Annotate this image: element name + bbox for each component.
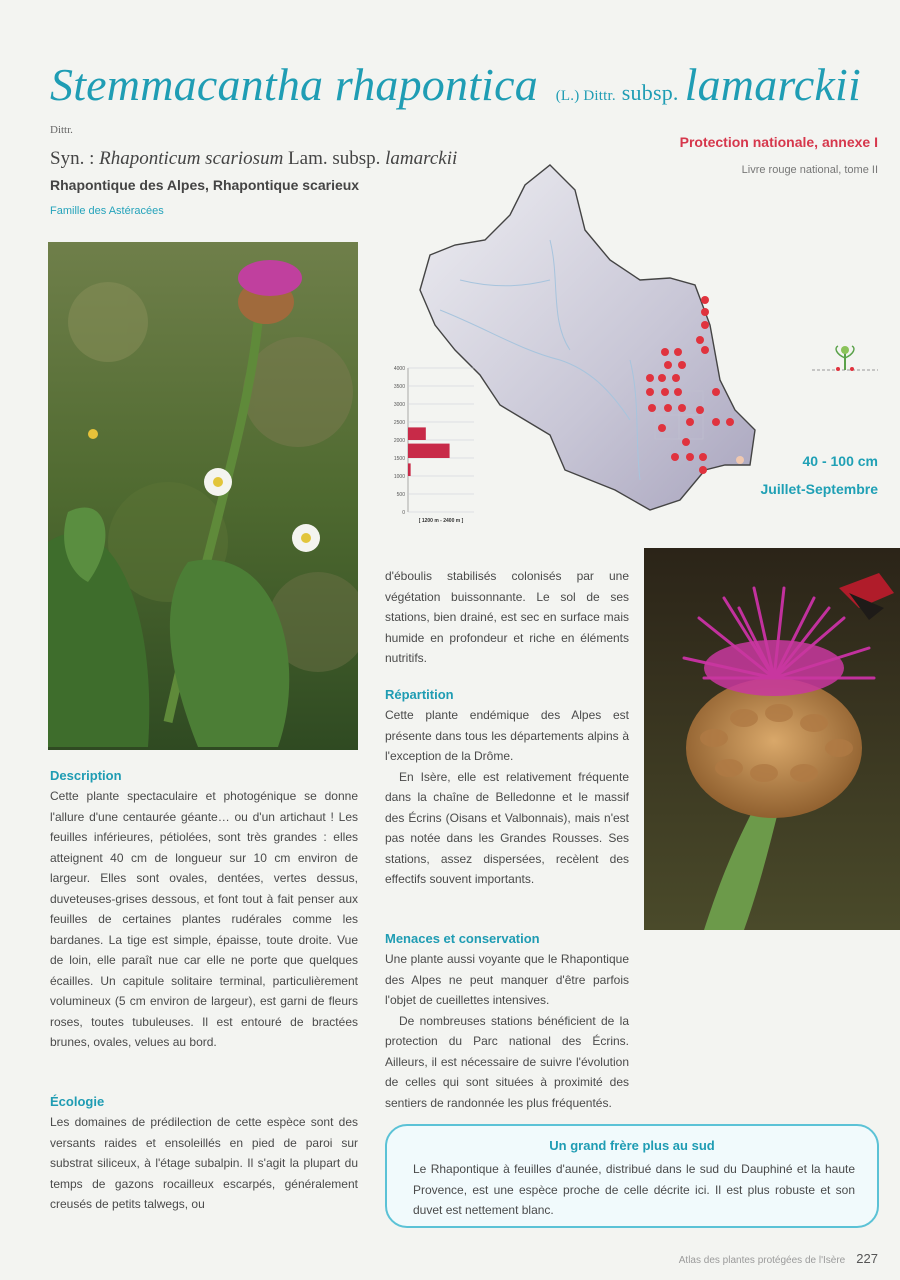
page-footer [679,1251,878,1266]
authority-continued: Dittr. [50,124,73,136]
repartition-text-2: En Isère, elle est relativement fréquente dans la chaîne de Belledonne et le massif des Écrins (Oisans et Valbonnais), mais n'est pas notée dans les Grandes Rousses. Ses stations, assez dispersées, recèlent des effectifs souvent importants. [385,769,629,886]
species-authority: (L.) Dittr. [555,88,616,104]
species-title [50,58,890,111]
elevation-tick-label: 3500 [393,384,405,390]
flowering-period: Juillet-Septembre [760,481,878,497]
elevation-tick-label: 1000 [393,474,405,480]
plant-photo [48,242,358,750]
flower-head-photo [644,548,900,930]
family-label: Famille des Astéracées [50,205,164,217]
ecologie-heading: Écologie [50,1094,105,1109]
description-section [50,768,358,1053]
ecologie-text-continued: d'éboulis stabilisés colonisés par une végétation buissonnante. Le sol de ses stations, bien drainé, est sec en surface mais humide en profondeur et riche en éléments nutritifs. [385,569,629,665]
elevation-tick-label: 500 [396,492,405,498]
red-list-label: Livre rouge national, tome II [741,164,878,176]
box-title: Un grand frère plus au sud [549,1138,715,1153]
description-text: Cette plante spectaculaire et photogénique se donne l'allure d'une centaurée géante… ou d'un artichaut ! Les feuilles inférieures, pétiolées, sont très grandes : elles atteignent 40 cm de longueur sur 10 cm environ de largeur. Elles sont ovales, dentées, vertes dessus, duveteuses-grises dessous, et font tout à fait penser aux feuilles de certaines plantes rudérales comme les bardanes. La tige est simple, épaisse, toute droite. Vue de loin, elle paraît nue car elle ne porte que quelques écailles. Un capitule solitaire terminal, particulièrement volumineux (5 cm environ de largeur), est garni de fleurs roses, toutes tubuleuses. Il est entouré de bractées brunes, ovales, velues au bord. [50,789,358,1049]
elevation-bar [408,444,450,458]
protection-status: Protection nationale, annexe I [679,134,878,150]
box-text: Le Rhapontique à feuilles d'aunée, distribué dans le sud du Dauphiné et la haute Provence, est une espèce proche de celle décrite ici. Il est plus robuste et son duvet est nettement blanc. [413,1162,855,1217]
page-number: 227 [856,1251,878,1266]
ecologie-continued [385,566,629,669]
subspecies-name: lamarckii [684,59,862,110]
menaces-section [385,931,629,1113]
elevation-tick-label: 0 [402,510,405,516]
repartition-text-1: Cette plante endémique des Alpes est présente dans tous les départements alpins à l'exception de la Drôme. [385,708,629,763]
species-name: Stemmacantha rhapontica [50,59,538,110]
elevation-tick-label: 1500 [393,456,405,462]
elevation-bar [408,463,411,476]
elevation-range-label: [ 1200 m - 2400 m ] [418,518,464,524]
common-names: Rhapontique des Alpes, Rhapontique scarieux [50,177,360,193]
plant-height: 40 - 100 cm [802,453,878,469]
elevation-tick-label: 3000 [393,402,405,408]
elevation-tick-label: 2000 [393,438,405,444]
related-species-box [385,1124,879,1228]
elevation-bar [408,427,426,440]
repartition-heading: Répartition [385,687,454,702]
running-title: Atlas des plantes protégées de l'Isère [678,1255,846,1266]
ecologie-section [50,1094,358,1215]
ecologie-text: Les domaines de prédilection de cette espèce sont des versants raides et ensoleillés en pied de paroi sur substrat siliceux, à l'étage subalpin. Il s'agit la plupart du temps de gazons rocailleux escarpés, généralement creusés de petits talwegs, ou [50,1115,358,1211]
elevation-tick-label: 4000 [393,366,405,372]
synonym-line: Syn. : Rhaponticum scariosum Lam. subsp. lamarckii [50,148,458,169]
menaces-heading: Menaces et conservation [385,931,540,946]
description-heading: Description [50,768,122,783]
menaces-text-1: Une plante aussi voyante que le Rhapontique des Alpes ne peut manquer d'être parfois l'objet de cueillettes intensives. [385,952,629,1007]
elevation-chart [378,362,478,532]
repartition-section [385,687,629,890]
flower-pictogram [808,340,882,380]
elevation-tick-label: 2500 [393,420,405,426]
subsp-label: subsp. [621,80,679,105]
synonym-name: Rhaponticum scariosum [99,148,284,169]
menaces-text-2: De nombreuses stations bénéficient de la protection du Parc national des Écrins. Ailleurs, il est nécessaire de suivre l'évolution de celles qui sont situées à proximité des sentiers de randonnée les plus fréquentés. [385,1013,629,1110]
